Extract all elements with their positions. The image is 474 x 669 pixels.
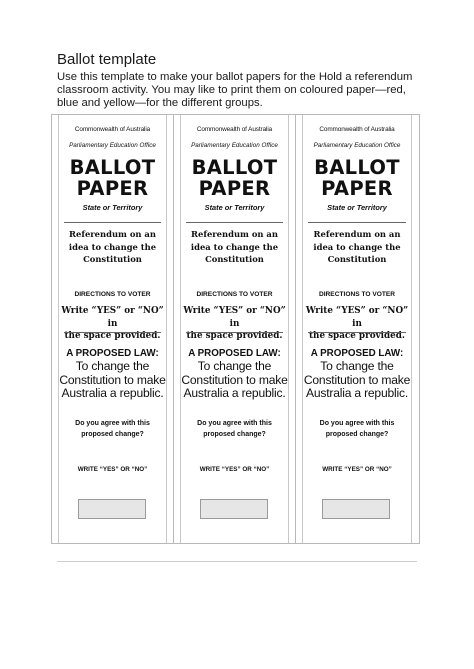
ballot-inner (58, 115, 167, 543)
ballot-paper (174, 115, 296, 543)
referendum-description (58, 228, 167, 266)
agree-question (58, 419, 167, 441)
referendum-line: Constitution (205, 254, 264, 265)
law-line: Australia a republic. (183, 386, 286, 401)
referendum-line: Constitution (83, 254, 142, 265)
agree-line: proposed change? (203, 430, 266, 438)
law-line: To change the (75, 359, 150, 373)
state-label: State or Territory (204, 203, 265, 212)
referendum-line: idea to change the (313, 241, 401, 252)
divider (186, 222, 283, 223)
directions-label: DIRECTIONS TO VOTER (196, 291, 273, 298)
ballot-paper (296, 115, 418, 543)
proposed-law-heading: A PROPOSED LAW: (188, 348, 281, 359)
agree-line: Do you agree with this (75, 420, 150, 427)
law-line: Australia a republic. (305, 386, 408, 401)
office-label: Parliamentary Education Office (313, 142, 401, 149)
law-line: Constitution to make (181, 372, 288, 387)
write-line: the space provided. (308, 331, 405, 342)
write-instruction (302, 305, 412, 343)
directions-label: DIRECTIONS TO VOTER (318, 291, 396, 298)
directions-label: DIRECTIONS TO VOTER (74, 291, 151, 298)
agree-question (180, 419, 289, 441)
divider (64, 332, 161, 333)
proposed-law-heading: A PROPOSED LAW: (310, 348, 404, 359)
write-line: Write “YES” or “NO” in (183, 306, 286, 329)
referendum-line: Constitution (327, 254, 387, 265)
agree-line: Do you agree with this (319, 420, 395, 427)
ballot-heading-line1: BALLOT (191, 156, 278, 179)
intro-text: Use this template to make your ballot papers for the Hold a referendum classroom activity. You may like to print them on coloured paper—red, blue and yellow—for the different groups. (57, 71, 413, 110)
ballot-heading-line2: PAPER (76, 177, 149, 200)
referendum-description (180, 228, 289, 266)
ballot-strip (51, 114, 420, 544)
divider (64, 222, 161, 223)
write-yes-no-label: WRITE “YES” OR “NO” (199, 466, 270, 473)
law-line: To change the (320, 359, 394, 373)
write-line: the space provided. (186, 331, 283, 342)
referendum-line: idea to change the (68, 241, 157, 252)
proposed-law-text (302, 360, 412, 401)
ballot-heading-line2: PAPER (198, 177, 271, 200)
ballot-heading-line1: BALLOT (314, 156, 400, 179)
referendum-description (302, 228, 412, 266)
ballot-heading-line2: PAPER (321, 177, 393, 200)
proposed-law-text (58, 360, 167, 401)
state-label: State or Territory (327, 203, 387, 212)
state-label: State or Territory (82, 203, 143, 212)
referendum-line: Referendum on an (313, 229, 401, 239)
page-title: Ballot template (57, 51, 157, 68)
referendum-line: Referendum on an (191, 229, 278, 239)
vote-answer-box[interactable] (322, 499, 390, 519)
divider (308, 222, 406, 223)
vote-answer-box[interactable] (78, 499, 146, 519)
office-label: Parliamentary Education Office (69, 142, 156, 149)
write-instruction (58, 305, 167, 343)
law-line: Australia a republic. (61, 386, 164, 401)
commonwealth-label: Commonwealth of Australia (196, 126, 273, 133)
write-yes-no-label: WRITE “YES” OR “NO” (77, 466, 148, 473)
commonwealth-label: Commonwealth of Australia (74, 126, 151, 133)
write-instruction (180, 305, 289, 343)
divider (186, 332, 283, 333)
ballot-inner (302, 115, 412, 543)
office-label: Parliamentary Education Office (191, 142, 278, 149)
agree-question (302, 419, 412, 441)
ballot-inner (180, 115, 289, 543)
law-line: To change the (197, 359, 272, 373)
footer-divider (57, 561, 417, 562)
law-line: Constitution to make (59, 372, 166, 387)
write-yes-no-label: WRITE “YES” OR “NO” (322, 466, 392, 473)
divider (308, 332, 406, 333)
vote-answer-box[interactable] (200, 499, 268, 519)
agree-line: proposed change? (325, 430, 389, 438)
referendum-line: idea to change the (190, 241, 279, 252)
write-line: Write “YES” or “NO” in (61, 306, 164, 329)
write-line: the space provided. (64, 331, 161, 342)
ballot-heading-line1: BALLOT (69, 156, 156, 179)
ballot-paper (52, 115, 174, 543)
proposed-law-heading: A PROPOSED LAW: (66, 348, 159, 359)
write-line: Write “YES” or “NO” in (305, 306, 409, 329)
proposed-law-text (180, 360, 289, 401)
commonwealth-label: Commonwealth of Australia (319, 126, 395, 133)
agree-line: proposed change? (81, 430, 144, 438)
law-line: Constitution to make (303, 372, 411, 387)
agree-line: Do you agree with this (197, 420, 272, 427)
referendum-line: Referendum on an (69, 229, 156, 239)
